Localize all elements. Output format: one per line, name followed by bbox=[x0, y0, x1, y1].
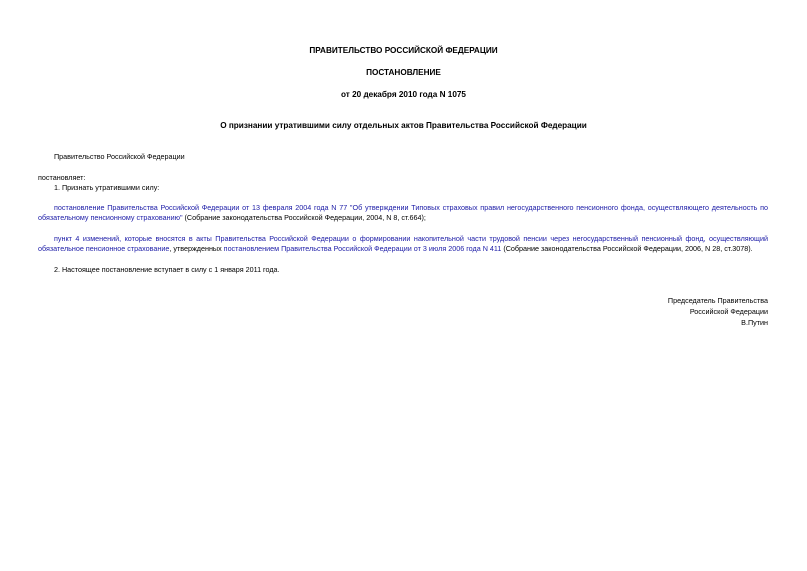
signatory-name: В.Путин bbox=[741, 318, 768, 327]
repealed-act-1 bbox=[38, 203, 768, 223]
item-1-text: 1. Признать утратившими силу: bbox=[54, 183, 160, 192]
decrees-text: постановляет: bbox=[38, 173, 86, 182]
signature-position-line: Председатель Правительства bbox=[667, 296, 768, 305]
act-2-middle-text: , утвержденных bbox=[169, 244, 224, 253]
act-2-changes-link[interactable]: пункт 4 изменений, которые вносятся в акты Правительства Российской Федерации о формировании накопительной части трудовой пенсии через негосударственный пенсионный фонд, осуществляющий обязательное пенсионное страхование bbox=[38, 234, 768, 253]
act-1-source: (Собрание законодательства Российской Федерации, 2004, N 8, ст.664); bbox=[182, 213, 426, 222]
signature-country-line: Российской Федерации bbox=[689, 307, 768, 316]
authority-heading: ПРАВИТЕЛЬСТВО РОССИЙСКОЙ ФЕДЕРАЦИИ bbox=[309, 46, 498, 55]
act-2-source: (Собрание законодательства Российской Федерации, 2006, N 28, ст.3078). bbox=[501, 244, 753, 253]
document-title: О признании утратившими силу отдельных актов Правительства Российской Федерации bbox=[220, 121, 587, 130]
date-number-heading: от 20 декабря 2010 года N 1075 bbox=[341, 90, 466, 99]
intro-text: Правительство Российской Федерации bbox=[54, 152, 185, 161]
act-2-resolution-link[interactable]: постановлением Правительства Российской Федерации от 3 июля 2006 года N 411 bbox=[223, 244, 502, 253]
item-2-text: 2. Настоящее постановление вступает в силу с 1 января 2011 года. bbox=[54, 265, 280, 274]
document-type-heading: ПОСТАНОВЛЕНИЕ bbox=[366, 68, 441, 77]
repealed-act-2 bbox=[38, 234, 768, 254]
act-1-link[interactable]: постановление Правительства Российской Федерации от 13 февраля 2004 года N 77 "Об утверждении Типовых страховых правил негосударственного пенсионного фонда, осуществляющего деятельность по обязательному пенсионному страхованию" bbox=[38, 203, 768, 222]
